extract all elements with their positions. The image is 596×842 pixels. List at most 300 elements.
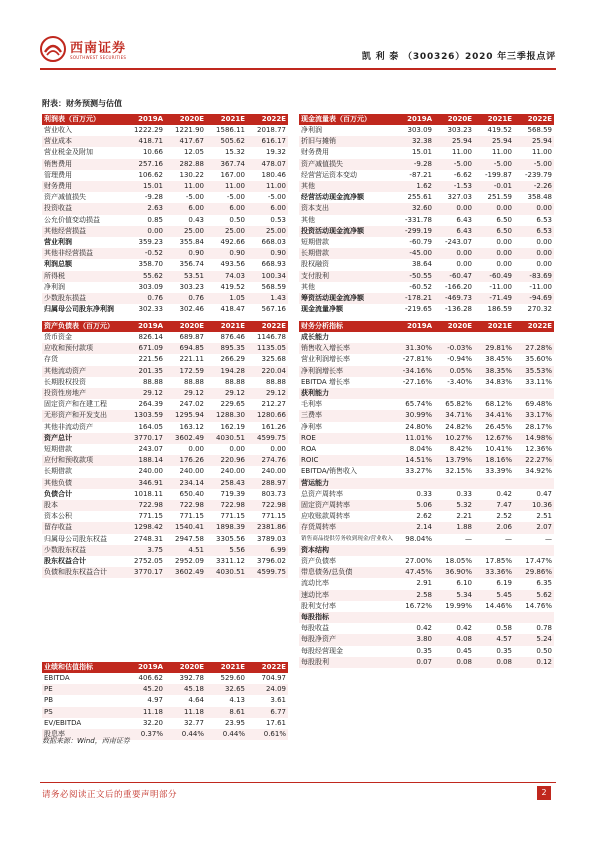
cell-value xyxy=(394,388,434,399)
cell-value xyxy=(434,478,474,489)
table-row xyxy=(42,511,288,522)
row-label: EBITDA xyxy=(44,674,70,682)
table-header-row xyxy=(299,114,554,125)
cell-value: 11.18 xyxy=(183,707,204,716)
cell-value: 5.24 xyxy=(536,635,552,644)
cell-value: 5.32 xyxy=(456,501,472,510)
cell-value: 29.86% xyxy=(525,568,552,577)
cell-value: 0.76 xyxy=(147,294,163,303)
cell-value: -5.00 xyxy=(493,159,512,168)
row-label: ROA xyxy=(301,445,317,454)
cell-value: 771.15 xyxy=(220,512,245,521)
row-label: 速动比率 xyxy=(301,590,329,599)
row-label: 其他 xyxy=(301,182,315,191)
row-label: 资本支出 xyxy=(301,204,329,213)
table-row xyxy=(299,354,554,365)
cell-value: 1.43 xyxy=(270,294,286,303)
cell-value: 220.96 xyxy=(220,456,245,465)
cell-value: 0.00 xyxy=(270,445,286,454)
cell-value: 11.00 xyxy=(265,182,286,191)
financial-ratios-table xyxy=(299,321,554,668)
cell-value: 100.34 xyxy=(261,271,286,280)
cell-value: 493.56 xyxy=(220,260,245,269)
cell-value: — xyxy=(505,534,512,543)
cell-value: 4.08 xyxy=(456,635,472,644)
table-row xyxy=(299,556,554,567)
row-label: 股息率 xyxy=(44,730,65,739)
cell-value: 1018.11 xyxy=(134,489,163,498)
row-label: 存货 xyxy=(44,355,58,364)
cell-value: 2752.05 xyxy=(134,557,163,566)
table-row xyxy=(299,136,554,147)
cell-value: 0.37% xyxy=(140,730,163,739)
cell-value: -0.94% xyxy=(447,355,472,364)
table-header-year: 2021E xyxy=(474,114,514,125)
cell-value: 194.28 xyxy=(220,366,245,375)
cell-value: 2018.77 xyxy=(257,126,286,134)
cell-value: -60.49 xyxy=(489,271,512,280)
cell-value: 69.48% xyxy=(525,400,552,409)
row-label: 获利能力 xyxy=(301,389,329,398)
cell-value: 25.94 xyxy=(491,137,512,146)
cell-value: 0.00 xyxy=(536,249,552,258)
cell-value: 616.17 xyxy=(261,137,286,146)
cell-value: 668.03 xyxy=(261,238,286,247)
table-header-row xyxy=(42,662,288,673)
cell-value: 2947.58 xyxy=(175,534,204,543)
cell-value: 25.00 xyxy=(183,226,204,235)
cell-value: 1221.90 xyxy=(175,126,204,134)
cell-value: 5.62 xyxy=(536,590,552,599)
cell-value: 32.60 xyxy=(411,204,432,213)
cell-value: 4599.75 xyxy=(257,568,286,577)
row-label: EBITDA 增长率 xyxy=(301,377,350,386)
cell-value: -87.21 xyxy=(409,170,432,179)
cell-value: 6.35 xyxy=(536,579,552,588)
cell-value: 172.59 xyxy=(179,366,204,375)
table-row xyxy=(42,489,288,500)
row-label: ROE xyxy=(301,433,316,442)
row-label: 带息债务/总负债 xyxy=(301,568,353,577)
cell-value: -5.00 xyxy=(185,193,204,202)
cell-value: 258.43 xyxy=(220,478,245,487)
cell-value: 419.52 xyxy=(487,126,512,134)
cell-value xyxy=(514,612,554,623)
row-label: 其他 xyxy=(301,282,315,291)
cell-value: 6.50 xyxy=(496,226,512,235)
cell-value: 24.09 xyxy=(265,685,286,694)
cell-value: 0.42 xyxy=(496,489,512,498)
cell-value: 0.44% xyxy=(181,730,204,739)
cell-value: -0.01 xyxy=(493,182,512,191)
table-row xyxy=(299,215,554,226)
table-header-row xyxy=(42,321,288,332)
cell-value: 186.59 xyxy=(487,305,512,314)
cell-value: 5.34 xyxy=(456,590,472,599)
table-row xyxy=(42,203,288,214)
table-row xyxy=(299,623,554,634)
cell-value: 88.88 xyxy=(265,377,286,386)
cell-value: 33.11% xyxy=(525,377,552,386)
row-label: 营业收入 xyxy=(44,126,72,134)
cell-value: 240.00 xyxy=(220,467,245,476)
table-row xyxy=(42,271,288,282)
cell-value: 22.27% xyxy=(525,456,552,465)
cell-value: 221.56 xyxy=(138,355,163,364)
cell-value: -27.16% xyxy=(402,377,432,386)
cell-value: 1288.30 xyxy=(216,411,245,420)
row-label: 净利润增长率 xyxy=(301,366,343,375)
table-row xyxy=(42,673,288,684)
table-row xyxy=(299,159,554,170)
row-label: 长期借款 xyxy=(301,249,329,258)
cell-value: 65.74% xyxy=(405,400,432,409)
cell-value: 32.20 xyxy=(142,718,163,727)
cell-value: 0.35 xyxy=(416,646,432,655)
table-row xyxy=(42,556,288,567)
table-row xyxy=(42,522,288,533)
cell-value: 212.27 xyxy=(261,400,286,409)
cell-value: 240.00 xyxy=(261,467,286,476)
cell-value: -3.40% xyxy=(447,377,472,386)
cell-value: 1222.29 xyxy=(134,126,163,134)
cell-value: -0.52 xyxy=(144,249,163,258)
valuation-table xyxy=(42,662,288,740)
cell-value: 11.00 xyxy=(224,182,245,191)
cell-value: 392.78 xyxy=(179,674,204,682)
table-row xyxy=(42,718,288,729)
table-row xyxy=(299,455,554,466)
row-label: 流动比率 xyxy=(301,579,329,588)
cell-value: 201.35 xyxy=(138,366,163,375)
table-row xyxy=(42,181,288,192)
table-row xyxy=(42,147,288,158)
row-label: 其他 xyxy=(301,215,315,224)
cell-value: 1540.41 xyxy=(175,523,204,532)
cell-value: 0.33 xyxy=(416,489,432,498)
table-row xyxy=(299,259,554,270)
cell-value: 28.17% xyxy=(525,422,552,431)
cell-value xyxy=(474,388,514,399)
cell-value: 327.03 xyxy=(447,193,472,202)
cell-value: 282.88 xyxy=(179,159,204,168)
table-row xyxy=(42,282,288,293)
cell-value: 303.23 xyxy=(447,126,472,134)
table-row xyxy=(42,707,288,718)
cell-value: 3.75 xyxy=(147,545,163,554)
cell-value: 27.28% xyxy=(525,344,552,353)
cell-value: 8.61 xyxy=(229,707,245,716)
cell-value: 3770.17 xyxy=(134,568,163,577)
cell-value: 0.50 xyxy=(536,646,552,655)
cell-value: 24.82% xyxy=(445,422,472,431)
table-row xyxy=(299,388,554,399)
cell-value: 288.97 xyxy=(261,478,286,487)
cell-value: 4.97 xyxy=(147,696,163,705)
row-label: 每股指标 xyxy=(301,613,329,622)
row-label: 归属母公司股东净利润 xyxy=(44,305,114,314)
cell-value: 722.98 xyxy=(179,501,204,510)
table-row xyxy=(299,271,554,282)
table-header-year: 2019A xyxy=(394,321,434,332)
cell-value: -219.65 xyxy=(404,305,432,314)
cell-value: 0.00 xyxy=(456,249,472,258)
cell-value xyxy=(474,332,514,343)
cell-value: 478.07 xyxy=(261,159,286,168)
table-row xyxy=(299,226,554,237)
row-label: 支付股利 xyxy=(301,271,329,280)
cell-value: -331.78 xyxy=(404,215,432,224)
cell-value: 2.62 xyxy=(416,512,432,521)
cell-value: 1135.05 xyxy=(257,344,286,353)
cell-value: 876.46 xyxy=(220,333,245,341)
cell-value: 188.14 xyxy=(138,456,163,465)
table-header-year: 2022E xyxy=(247,321,288,332)
row-label: 投资性房地产 xyxy=(44,389,86,398)
cell-value: 11.00 xyxy=(491,148,512,157)
row-label: 资本结构 xyxy=(301,545,329,554)
cell-value: 12.67% xyxy=(485,433,512,442)
cell-value: 38.64 xyxy=(411,260,432,269)
row-label: 固定资产周转率 xyxy=(301,501,350,510)
cell-value: 0.43 xyxy=(188,215,204,224)
cell-value: 34.83% xyxy=(485,377,512,386)
cell-value: 163.12 xyxy=(179,422,204,431)
cell-value: 359.23 xyxy=(138,238,163,247)
cell-value: 0.90 xyxy=(229,249,245,258)
cell-value: -11.00 xyxy=(529,282,552,291)
row-label: 每股经营现金 xyxy=(301,646,343,655)
row-label: 资产减值损失 xyxy=(44,193,86,202)
cell-value: 25.94 xyxy=(531,137,552,146)
table-row xyxy=(299,248,554,259)
row-label: 其他经营损益 xyxy=(44,226,86,235)
table-header-title: 现金流量表（百万元） xyxy=(299,114,394,125)
table-header-year: 2020E xyxy=(165,114,206,125)
table-row xyxy=(299,237,554,248)
cell-value: 130.22 xyxy=(179,170,204,179)
cell-value: 0.90 xyxy=(188,249,204,258)
table-header-title: 业绩和估值指标 xyxy=(42,662,124,673)
cell-value: 303.23 xyxy=(179,282,204,291)
cell-value: -178.21 xyxy=(404,294,432,303)
table-row xyxy=(299,522,554,533)
row-label: 少数股东损益 xyxy=(44,294,86,303)
cell-value: 0.45 xyxy=(456,646,472,655)
cell-value: 6.43 xyxy=(456,226,472,235)
row-label: 资产减值损失 xyxy=(301,159,343,168)
row-label: ROIC xyxy=(301,456,319,465)
cell-value: 0.35 xyxy=(496,646,512,655)
table-row xyxy=(299,147,554,158)
cell-value: 567.16 xyxy=(261,305,286,314)
cell-value xyxy=(434,332,474,343)
row-label: PS xyxy=(44,707,53,716)
table-row xyxy=(42,237,288,248)
cell-value: -34.16% xyxy=(402,366,432,375)
cell-value: 167.00 xyxy=(220,170,245,179)
table-header-row xyxy=(42,114,288,125)
table-row xyxy=(299,181,554,192)
row-label: 应收账款周转率 xyxy=(301,512,350,521)
cashflow-statement-table xyxy=(299,114,554,315)
row-label: 负债和股东权益合计 xyxy=(44,568,107,577)
cell-value: 325.68 xyxy=(261,355,286,364)
cell-value: 1280.66 xyxy=(257,411,286,420)
cell-value: 35.53% xyxy=(525,366,552,375)
brand-logo-icon xyxy=(40,36,66,62)
cell-value: -199.87 xyxy=(484,170,512,179)
cell-value: 32.15% xyxy=(445,467,472,476)
table-row xyxy=(299,304,554,315)
table-row xyxy=(299,478,554,489)
cell-value: 16.72% xyxy=(405,601,432,610)
table-row xyxy=(299,343,554,354)
cell-value: — xyxy=(465,534,472,543)
cell-value xyxy=(474,478,514,489)
cell-value: 6.43 xyxy=(456,215,472,224)
cell-value: 367.74 xyxy=(220,159,245,168)
cell-value: -5.00 xyxy=(453,159,472,168)
row-label: 资本公积 xyxy=(44,512,72,521)
table-header-year: 2022E xyxy=(247,662,288,673)
cell-value: 671.09 xyxy=(138,344,163,353)
table-row xyxy=(299,422,554,433)
cell-value: -243.07 xyxy=(444,238,472,247)
cell-value: 17.85% xyxy=(485,557,512,566)
cell-value: 0.00 xyxy=(496,238,512,247)
cell-value: 6.00 xyxy=(229,204,245,213)
cell-value: 11.00 xyxy=(183,182,204,191)
table-row xyxy=(42,366,288,377)
cell-value: 4599.75 xyxy=(257,433,286,442)
table-header-year: 2020E xyxy=(434,321,474,332)
cell-value: 0.00 xyxy=(229,445,245,454)
cell-value: -5.00 xyxy=(226,193,245,202)
cell-value: 0.00 xyxy=(456,260,472,269)
row-label: 营业利润 xyxy=(44,238,72,247)
row-label: 营业利润增长率 xyxy=(301,355,350,364)
cell-value: -94.69 xyxy=(529,294,552,303)
row-label: 总资产周转率 xyxy=(301,489,343,498)
table-row xyxy=(42,422,288,433)
cell-value: -11.00 xyxy=(489,282,512,291)
table-row xyxy=(299,500,554,511)
row-label: 股权融资 xyxy=(301,260,329,269)
table-row xyxy=(42,684,288,695)
row-label: 资产负债率 xyxy=(301,557,336,566)
row-label: 股东权益合计 xyxy=(44,557,86,566)
cell-value: 302.46 xyxy=(179,305,204,314)
cell-value: -2.26 xyxy=(533,182,552,191)
cell-value: 668.93 xyxy=(261,260,286,269)
cell-value: 251.59 xyxy=(487,193,512,202)
row-label: 所得税 xyxy=(44,271,65,280)
row-label: 负债合计 xyxy=(44,489,72,498)
cell-value: 2.21 xyxy=(456,512,472,521)
row-label: 成长能力 xyxy=(301,333,329,341)
row-label: 利润总额 xyxy=(44,260,72,269)
cell-value: 11.18 xyxy=(142,707,163,716)
row-label: 三费率 xyxy=(301,411,322,420)
cell-value: 4.64 xyxy=(188,696,204,705)
cell-value: 32.38 xyxy=(411,137,432,146)
cell-value: 2.14 xyxy=(416,523,432,532)
table-row xyxy=(299,399,554,410)
row-label: 长期借款 xyxy=(44,467,72,476)
row-label: EBITDA/销售收入 xyxy=(301,467,357,476)
row-label: 经营活动现金流净额 xyxy=(301,193,364,202)
table-header-year: 2020E xyxy=(165,662,206,673)
table-row xyxy=(42,248,288,259)
table-row xyxy=(42,433,288,444)
cell-value: 29.81% xyxy=(485,344,512,353)
cell-value: 722.98 xyxy=(261,501,286,510)
cell-value: 220.04 xyxy=(261,366,286,375)
row-label: 每股股利 xyxy=(301,657,329,666)
cell-value: 257.16 xyxy=(138,159,163,168)
cell-value: 0.76 xyxy=(188,294,204,303)
table-header-title: 资产负债表（百万元） xyxy=(42,321,124,332)
table-row xyxy=(299,377,554,388)
cell-value: 0.61% xyxy=(263,730,286,739)
row-label: 每股收益 xyxy=(301,624,329,633)
cell-value: 247.02 xyxy=(179,400,204,409)
cell-value: 302.33 xyxy=(138,305,163,314)
table-row xyxy=(299,646,554,657)
cell-value: 33.27% xyxy=(405,467,432,476)
cell-value: -469.73 xyxy=(444,294,472,303)
table-row xyxy=(299,203,554,214)
row-label: 公允价值变动损益 xyxy=(44,215,100,224)
cell-value xyxy=(514,478,554,489)
cell-value: 33.36% xyxy=(485,568,512,577)
cell-value xyxy=(514,545,554,556)
cell-value: 1146.78 xyxy=(257,333,286,341)
cell-value: 12.36% xyxy=(525,445,552,454)
table-header-year: 2020E xyxy=(165,321,206,332)
table-row xyxy=(42,534,288,545)
cell-value: 10.27% xyxy=(445,433,472,442)
cell-value: 88.88 xyxy=(142,377,163,386)
cell-value: 2.07 xyxy=(536,523,552,532)
cell-value: 704.97 xyxy=(261,674,286,682)
page-number: 2 xyxy=(537,786,551,800)
cell-value: 1298.42 xyxy=(134,523,163,532)
cell-value xyxy=(474,545,514,556)
row-label: 应付和预收款项 xyxy=(44,456,93,465)
row-label: 营运能力 xyxy=(301,478,329,487)
cell-value xyxy=(394,478,434,489)
cell-value: 29.12 xyxy=(183,389,204,398)
table-row xyxy=(42,226,288,237)
cell-value: 31.30% xyxy=(405,344,432,353)
table-row xyxy=(42,399,288,410)
table-row xyxy=(42,159,288,170)
table-row xyxy=(299,567,554,578)
cell-value: 27.00% xyxy=(405,557,432,566)
cell-value: 0.78 xyxy=(536,624,552,633)
cell-value xyxy=(434,545,474,556)
cell-value: 68.12% xyxy=(485,400,512,409)
cell-value: 15.32 xyxy=(224,148,245,157)
data-source-note: 数据来源：Wind，西南证券 xyxy=(42,737,130,745)
cell-value: 0.58 xyxy=(496,624,512,633)
cell-value: 2.51 xyxy=(536,512,552,521)
cell-value: 0.12 xyxy=(536,657,552,666)
table-header-year: 2020E xyxy=(434,114,474,125)
row-label: 存货周转率 xyxy=(301,523,336,532)
